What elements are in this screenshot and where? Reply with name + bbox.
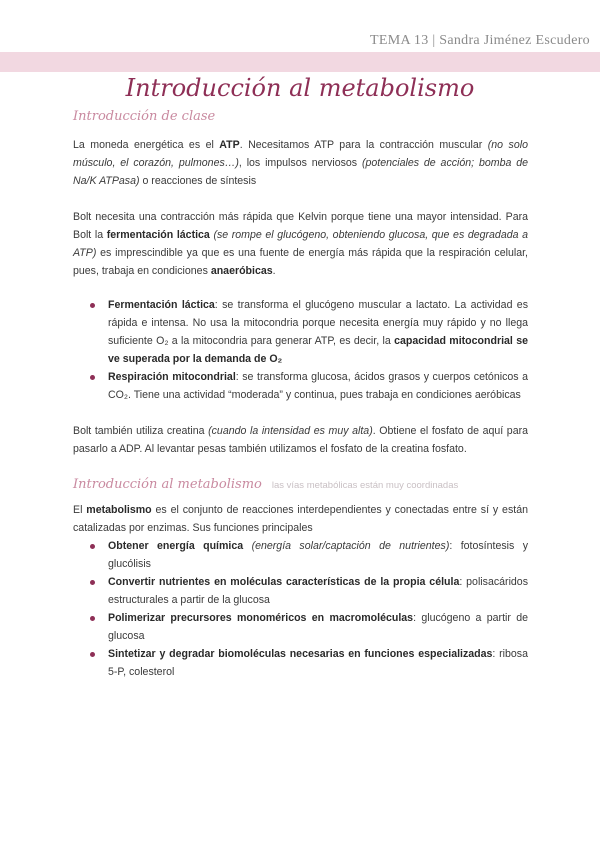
header-author: Sandra Jiménez Escudero — [439, 33, 590, 48]
energy-pathways-list — [73, 296, 528, 404]
section-heading-clase: Introducción de clase — [73, 109, 216, 124]
list-item: Convertir nutrientes en moléculas características de la propia célula: polisacáridos estructurales a partir de la glucosa — [108, 573, 528, 609]
paragraph-bolt: Bolt necesita una contracción más rápida que Kelvin porque tiene una mayor intensidad. Para Bolt la fermentación láctica (se rompe el glucógeno, obteniendo glucosa, que es degradada a ATP) es imprescindible ya que es una fuente de energía más rápida que la respiración celular, pues, trabaja en condiciones anaeróbicas. — [73, 211, 528, 277]
list-item: Obtener energía química (energía solar/captación de nutrientes): fotosíntesis y glucólisis — [108, 537, 528, 573]
header-separator: | — [432, 33, 436, 48]
list-item: Polimerizar precursores monoméricos en macromoléculas: glucógeno a partir de glucosa — [108, 609, 528, 645]
paragraph-metabolismo: El metabolismo es el conjunto de reacciones interdependientes y conectadas entre sí y están catalizadas por enzimas. Sus funciones principales — [73, 504, 528, 534]
list-item: Sintetizar y degradar biomoléculas necesarias en funciones especializadas: ribosa 5-P, colesterol — [108, 645, 528, 681]
header-topic: TEMA 13 — [370, 33, 429, 48]
section-heading-row — [73, 476, 528, 495]
list-item: Respiración mitocondrial: se transforma glucosa, ácidos grasos y cuerpos cetónicos a CO₂. Tiene una actividad “moderada” y continua, pues trabaja en condiciones aeróbicas — [108, 368, 528, 404]
document-body — [73, 108, 528, 681]
page-title: Introducción al metabolismo — [125, 74, 475, 102]
header-band — [0, 52, 600, 72]
paragraph-atp: La moneda energética es el ATP. Necesitamos ATP para la contracción muscular (no solo músculo, el corazón, pulmones…), los impulsos nerviosos (potenciales de acción; bomba de Na/K ATPasa) o reacciones de síntesis — [73, 139, 528, 187]
page-header — [370, 33, 590, 49]
section-heading-metabolismo: Introducción al metabolismo — [73, 477, 262, 492]
paragraph-creatina: Bolt también utiliza creatina (cuando la intensidad es muy alta). Obtiene el fosfato de aquí para pasarlo a ADP. Al levantar pesas también utilizamos el fosfato de la creatina fosfato. — [73, 425, 529, 455]
section-note: las vías metabólicas están muy coordinadas — [271, 480, 459, 491]
list-item: Fermentación láctica: se transforma el glucógeno muscular a lactato. La actividad es rápida e intensa. No usa la mitocondria porque necesita energía muy rápido y no llega suficiente O₂ a la mitocondria para generar ATP, es decir, la capacidad mitocondrial se ve superada por la demanda de O₂ — [108, 296, 528, 368]
metabolism-functions-list — [73, 537, 528, 681]
